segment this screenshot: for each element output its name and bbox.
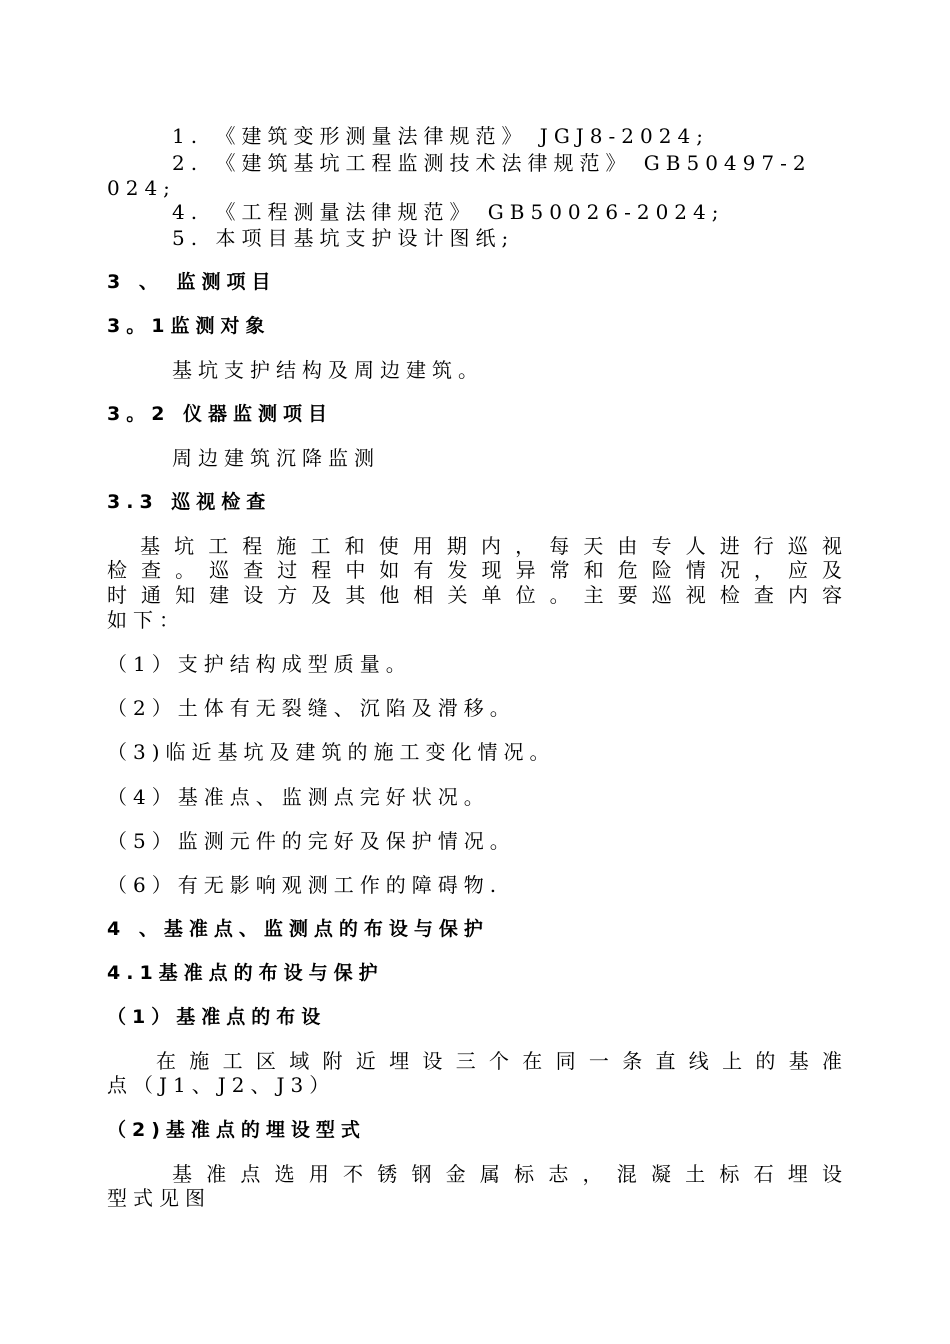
section-3-3-heading: 3.3 巡视检查 (107, 491, 272, 513)
list-item: （4）基准点、监测点完好状况。 (107, 785, 490, 809)
reference-5: 5. 本项目基坑支护设计图纸; (172, 226, 515, 250)
reference-2-cont: 024; (107, 176, 176, 200)
reference-1: 1. 《建筑变形测量法律规范》 JGJ8-2024; (172, 124, 709, 148)
list-item: （6）有无影响观测工作的障碍物. (107, 873, 503, 897)
subsection-1-heading: （1）基准点的布设 (107, 1006, 327, 1028)
section-4-heading: 4 、基准点、监测点的布设与保护 (107, 918, 489, 940)
list-item: （1）支护结构成型质量。 (107, 652, 412, 676)
list-item: （3)临近基坑及建筑的施工变化情况。 (107, 740, 556, 764)
list-item: （5）监测元件的完好及保护情况。 (107, 829, 516, 853)
paragraph-line: 基坑工程施工和使用期内，每天由专人进行巡视 (140, 534, 848, 558)
paragraph-line: 基准点选用不锈钢金属标志，混凝土标石埋设 (172, 1162, 848, 1186)
paragraph-line: 检查。巡查过程中如有发现异常和危险情况，应及 (107, 558, 848, 582)
paragraph-line: 时通知建设方及其他相关单位。主要巡视检查内容 (107, 583, 848, 607)
section-3-2-heading: 3。2 仪器监测项目 (107, 403, 334, 425)
paragraph-line: 点（J1、J2、J3） (107, 1073, 336, 1097)
section-3-heading: 3 、 监测项目 (107, 271, 277, 293)
paragraph-line: 如下： (107, 608, 185, 632)
subsection-2-heading: （2)基准点的埋设型式 (107, 1119, 366, 1141)
section-3-2-text: 周边建筑沉降监测 (172, 446, 380, 470)
section-3-1-heading: 3。1监测对象 (107, 315, 271, 337)
section-4-1-heading: 4.1基准点的布设与保护 (107, 962, 384, 984)
reference-2: 2. 《建筑基坑工程监测技术法律规范》 GB50497-2 (172, 151, 812, 175)
reference-4: 4. 《工程测量法律规范》 GB50026-2024; (172, 200, 725, 224)
section-3-1-text: 基坑支护结构及周边建筑。 (172, 358, 484, 382)
paragraph-line: 型式见图 (107, 1186, 211, 1210)
list-item: （2）土体有无裂缝、沉陷及滑移。 (107, 696, 516, 720)
paragraph-line: 在施工区域附近埋设三个在同一条直线上的基准 (156, 1049, 848, 1073)
